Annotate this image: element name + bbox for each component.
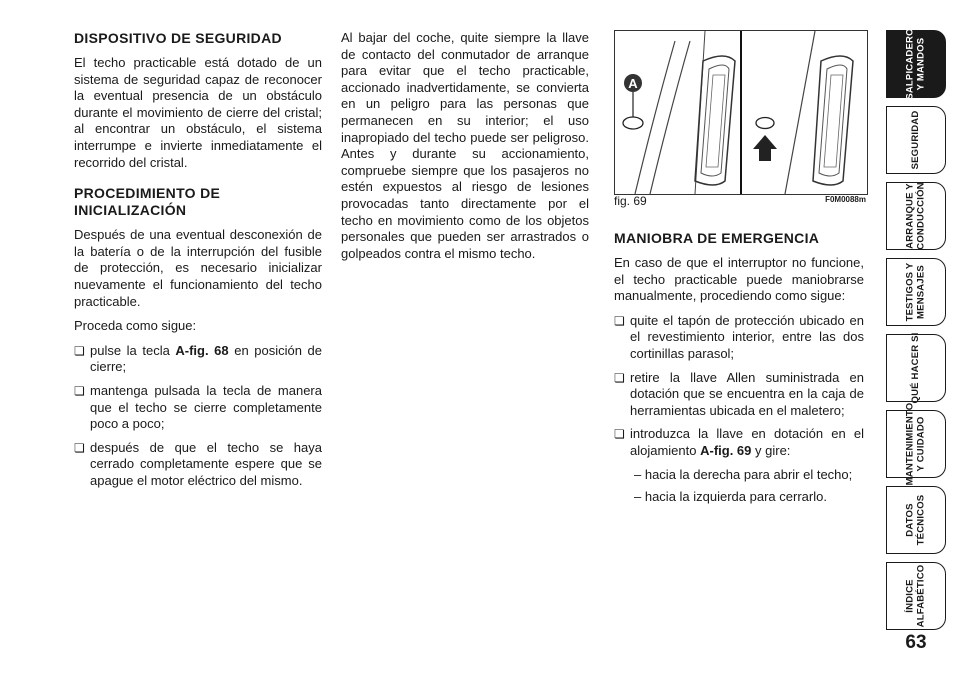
figure-reference: A-fig. 68 — [175, 342, 229, 358]
heading-maniobra: MANIOBRA DE EMERGENCIA — [614, 230, 820, 246]
list-item: ❏ quite el tapón de protección ubicado en el revestimiento interior, entre las dos cortinillas parasol; — [614, 313, 864, 363]
figure-caption — [614, 194, 866, 208]
heading-dispositivo: DISPOSITIVO DE SEGURIDAD — [74, 30, 282, 46]
tab-arranque[interactable]: ARRANQUE Y CONDUCCIÓN — [886, 182, 946, 250]
tab-indice[interactable]: ÍNDICE ALFABÉTICO — [886, 562, 946, 630]
figure-69 — [614, 30, 868, 195]
list-item: ❏ retire la llave Allen suministrada en dotación que se encuentra en la caja de herramientas ubicada en el maletero; — [614, 370, 864, 420]
paragraph: Después de una eventual desconexión de la batería o de la interrupción del fusible de protección, es necesario inicializar nuevamente el funcionamiento del techo practicable. — [74, 227, 322, 309]
tab-seguridad[interactable]: SEGURIDAD — [886, 106, 946, 174]
list-item: ❏ introduzca la llave en dotación en el alojamiento A-fig. 69 y gire: — [614, 426, 864, 459]
middle-column — [341, 30, 589, 270]
plug-icon — [756, 118, 774, 129]
label-a: A — [628, 76, 638, 91]
left-column — [74, 30, 322, 496]
right-column — [614, 230, 864, 512]
tab-testigos[interactable]: TESTIGOS Y MENSAJES — [886, 258, 946, 326]
paragraph: En caso de que el interruptor no funcione, el techo practicable puede maniobrarse manualmente, procediendo como sigue: — [614, 255, 864, 304]
heading-procedimiento: PROCEDIMIENTO DE INICIALIZACIÓN — [74, 185, 221, 219]
page-number: 63 — [905, 632, 927, 653]
caption-text: fig. 69 — [614, 194, 647, 208]
tab-datos-tecnicos[interactable]: DATOS TÉCNICOS — [886, 486, 946, 554]
sub-item: – hacia la izquierda para cerrarlo. — [634, 489, 827, 505]
list-item: ❏ mantenga pulsada la tecla de manera que el techo se cierre completamente poco a poco; — [74, 383, 322, 433]
tab-salpicadero[interactable]: SALPICADERO Y MANDOS — [886, 30, 946, 98]
roof-illustration — [615, 31, 867, 194]
figure-reference: A-fig. 69 — [700, 442, 752, 458]
paragraph: El techo practicable está dotado de un sistema de seguridad capaz de reconocer la eventual presencia de un obstáculo durante el movimiento de cierre del cristal; al encontrar un obstáculo, el sistema interrumpe e invierte inmediatamente el recorrido del cristal. — [74, 55, 322, 170]
figure-code: F0M0088m — [825, 195, 866, 204]
paragraph: Proceda como sigue: — [74, 318, 197, 334]
list-item: ❏ después de que el techo se haya cerrado completamente espere que se apague el motor eléctrico del mismo. — [74, 440, 322, 490]
list-item: ❏ pulse la tecla A-fig. 68 en posición de cierre; — [74, 343, 322, 376]
tab-mantenimiento[interactable]: MANTENIMIENTO Y CUIDADO — [886, 410, 946, 478]
warning-paragraph: Al bajar del coche, quite siempre la llave de contacto del conmutador de arranque para evitar que el techo practicable, accionado inadvertidamente, se convierta en un peligro para las personas que permanecen en su interior; el uso inapropiado del techo puede ser peligroso. Antes y durante su accionamiento, compruebe siempre que los pasajeros no estén expuestos al riesgo de lesiones provocadas tanto directamente por el techo en movimiento como de los objetos personales que pueden ser arrastrados o golpeados contra el mismo techo. — [341, 30, 589, 261]
tab-que-hacer-si[interactable]: QUÉ HACER SI — [886, 334, 946, 402]
sub-item: – hacia la derecha para abrir el techo; — [634, 466, 853, 482]
